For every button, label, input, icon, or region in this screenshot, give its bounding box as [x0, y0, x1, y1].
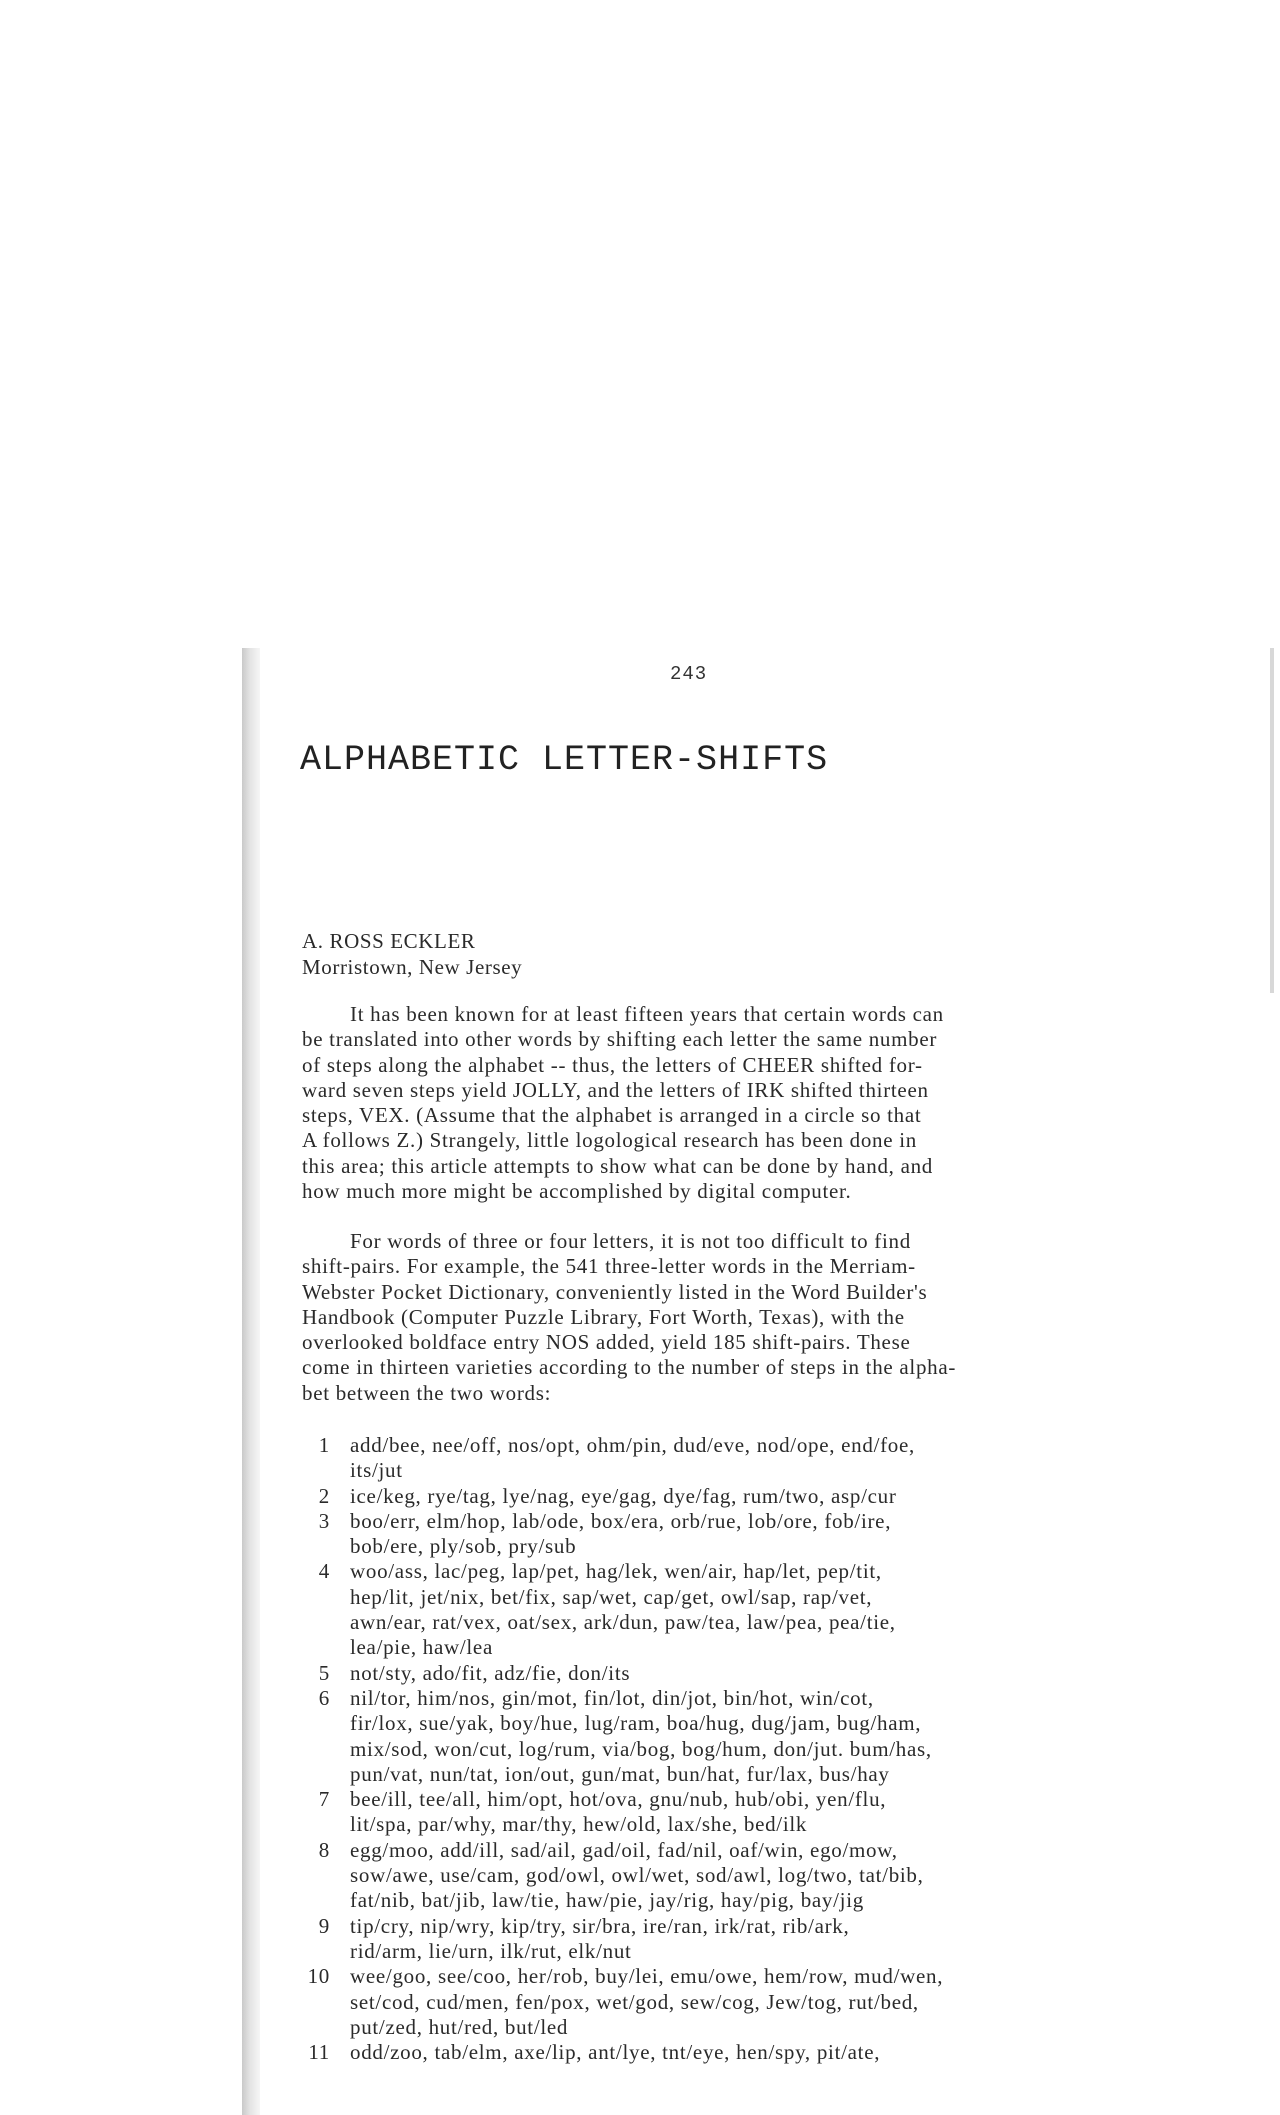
shift-pairs-line: boo/err, elm/hop, lab/ode, box/era, orb/rue, lob/ore, fob/ire, — [350, 1508, 892, 1533]
shift-step-number: 4 — [318, 1559, 330, 1584]
shift-row-3 — [300, 1509, 1240, 1560]
shift-step-number: 9 — [318, 1913, 330, 1938]
paragraph-line: A follows Z.) Strangely, little logological research has been done in — [302, 1128, 917, 1153]
intro-paragraph — [302, 1002, 1222, 1204]
paragraph-line: ward seven steps yield JOLLY, and the letters of IRK shifted thirteen — [302, 1077, 929, 1102]
paragraph-line: come in thirteen varieties according to the number of steps in the alpha- — [302, 1355, 957, 1380]
paragraph-line: steps, VEX. (Assume that the alphabet is arranged in a circle so that — [302, 1103, 922, 1128]
article-title: ALPHABETIC LETTER-SHIFTS — [300, 740, 829, 780]
shift-row-11 — [300, 2040, 1240, 2065]
shift-pairs — [350, 1661, 1240, 1686]
shift-pairs-line: ice/keg, rye/tag, lye/nag, eye/gag, dye/fag, rum/two, asp/cur — [350, 1483, 897, 1508]
shift-step-number: 2 — [318, 1483, 330, 1508]
shift-pairs — [350, 1433, 1240, 1484]
paragraph-line: shift-pairs. For example, the 541 three-letter words in the Merriam- — [302, 1254, 916, 1279]
shift-pairs — [350, 1484, 1240, 1509]
author-name: A. ROSS ECKLER — [302, 929, 476, 953]
author-location: Morristown, New Jersey — [302, 955, 523, 979]
shift-step-number: 1 — [318, 1433, 330, 1457]
shift-pairs-line: nil/tor, him/nos, gin/mot, fin/lot, din/jot, bin/hot, win/cot, — [350, 1685, 874, 1710]
shift-step-number: 7 — [318, 1787, 330, 1812]
paragraph-line: overlooked boldface entry NOS added, yield 185 shift-pairs. These — [302, 1330, 911, 1355]
page-number: 243 — [670, 663, 708, 685]
shift-pairs-line: awn/ear, rat/vex, oat/sex, ark/dun, paw/tea, law/pea, pea/tie, — [350, 1610, 896, 1635]
shift-pairs — [350, 1914, 1240, 1965]
shift-row-4 — [300, 1559, 1240, 1660]
shift-pairs-line: lit/spa, par/why, mar/thy, hew/old, lax/she, bed/ilk — [350, 1812, 808, 1837]
shift-pairs-line: wee/goo, see/coo, her/rob, buy/lei, emu/owe, hem/row, mud/wen, — [350, 1964, 944, 1989]
shift-pairs-line: mix/sod, won/cut, log/rum, via/bog, bog/hum, don/jut. bum/has, — [350, 1736, 932, 1761]
shift-step-number: 10 — [307, 1964, 330, 1989]
shift-pairs-line: not/sty, ado/fit, adz/fie, don/its — [350, 1660, 631, 1685]
shift-pair-list — [300, 1433, 1240, 2065]
shift-pairs-line: pun/vat, nun/tat, ion/out, gun/mat, bun/hat, fur/lax, bus/hay — [350, 1761, 890, 1786]
shift-pairs-line: egg/moo, add/ill, sad/ail, gad/oil, fad/nil, oaf/win, ego/mow, — [350, 1837, 898, 1862]
shift-pairs-line: sow/awe, use/cam, god/owl, owl/wet, sod/awl, log/two, tat/bib, — [350, 1863, 924, 1888]
shift-pairs-line: rid/arm, lie/urn, ilk/rut, elk/nut — [350, 1938, 632, 1963]
shift-row-10 — [300, 1964, 1240, 2040]
paragraph-line: Handbook (Computer Puzzle Library, Fort Worth, Texas), with the — [302, 1304, 905, 1329]
shift-pairs — [350, 1509, 1240, 1560]
shift-pairs-line: fat/nib, bat/jib, law/tie, haw/pie, jay/rig, hay/pig, bay/jig — [350, 1888, 864, 1913]
shift-row-1 — [300, 1433, 1240, 1484]
shift-pairs — [350, 2040, 1240, 2065]
shift-pairs — [350, 1559, 1240, 1660]
paragraph-line: bet between the two words: — [302, 1380, 552, 1405]
shift-pairs-line: its/jut — [350, 1458, 403, 1483]
shift-step-number: 3 — [318, 1508, 330, 1533]
paragraph-line: how much more might be accomplished by digital computer. — [302, 1179, 852, 1204]
shift-pairs-line: add/bee, nee/off, nos/opt, ohm/pin, dud/eve, nod/ope, end/foe, — [350, 1433, 915, 1457]
shift-pairs-line: woo/ass, lac/peg, lap/pet, hag/lek, wen/air, hap/let, pep/tit, — [350, 1559, 882, 1584]
shift-row-6 — [300, 1686, 1240, 1787]
shift-step-number: 8 — [318, 1837, 330, 1862]
shift-pairs-line: bob/ere, ply/sob, pry/sub — [350, 1534, 577, 1559]
shift-pairs-line: tip/cry, nip/wry, kip/try, sir/bra, ire/ran, irk/rat, rib/ark, — [350, 1913, 850, 1938]
paragraph-line: this area; this article attempts to show what can be done by hand, and — [302, 1153, 934, 1178]
scan-edge-right — [1270, 648, 1274, 993]
shift-pairs — [350, 1838, 1240, 1914]
paragraph-line: Webster Pocket Dictionary, conveniently listed in the Word Builder's — [302, 1279, 928, 1304]
shift-pairs — [350, 1686, 1240, 1787]
shift-pairs — [350, 1787, 1240, 1838]
shift-row-8 — [300, 1838, 1240, 1914]
paragraph-line: of steps along the alphabet -- thus, the letters of CHEER shifted for- — [302, 1052, 923, 1077]
shift-pairs-line: lea/pie, haw/lea — [350, 1635, 493, 1660]
shift-pairs-line: odd/zoo, tab/elm, axe/lip, ant/lye, tnt/eye, hen/spy, pit/ate, — [350, 2040, 881, 2065]
shift-pairs-line: fir/lox, sue/yak, boy/hue, lug/ram, boa/hug, dug/jam, bug/ham, — [350, 1711, 922, 1736]
shift-pairs — [350, 1964, 1240, 2040]
author-block — [302, 928, 522, 980]
shift-row-2 — [300, 1484, 1240, 1509]
scan-edge-left — [242, 648, 260, 2115]
shift-step-number: 6 — [318, 1685, 330, 1710]
shift-row-9 — [300, 1914, 1240, 1965]
shift-row-5 — [300, 1661, 1240, 1686]
shift-step-number: 5 — [318, 1660, 330, 1685]
paragraph-line: It has been known for at least fifteen years that certain words can — [350, 1002, 944, 1026]
shift-pairs-line: put/zed, hut/red, but/led — [350, 2014, 569, 2039]
shift-pairs-line: bee/ill, tee/all, him/opt, hot/ova, gnu/nub, hub/obi, yen/flu, — [350, 1787, 887, 1812]
shift-pairs-line: hep/lit, jet/nix, bet/fix, sap/wet, cap/get, owl/sap, rap/vet, — [350, 1584, 873, 1609]
method-paragraph — [302, 1229, 1222, 1406]
shift-step-number: 11 — [308, 2040, 330, 2065]
shift-pairs-line: set/cod, cud/men, fen/pox, wet/god, sew/cog, Jew/tog, rut/bed, — [350, 1989, 919, 2014]
paragraph-line: be translated into other words by shifting each letter the same number — [302, 1027, 938, 1052]
paragraph-line: For words of three or four letters, it is not too difficult to find — [350, 1229, 911, 1253]
shift-row-7 — [300, 1787, 1240, 1838]
